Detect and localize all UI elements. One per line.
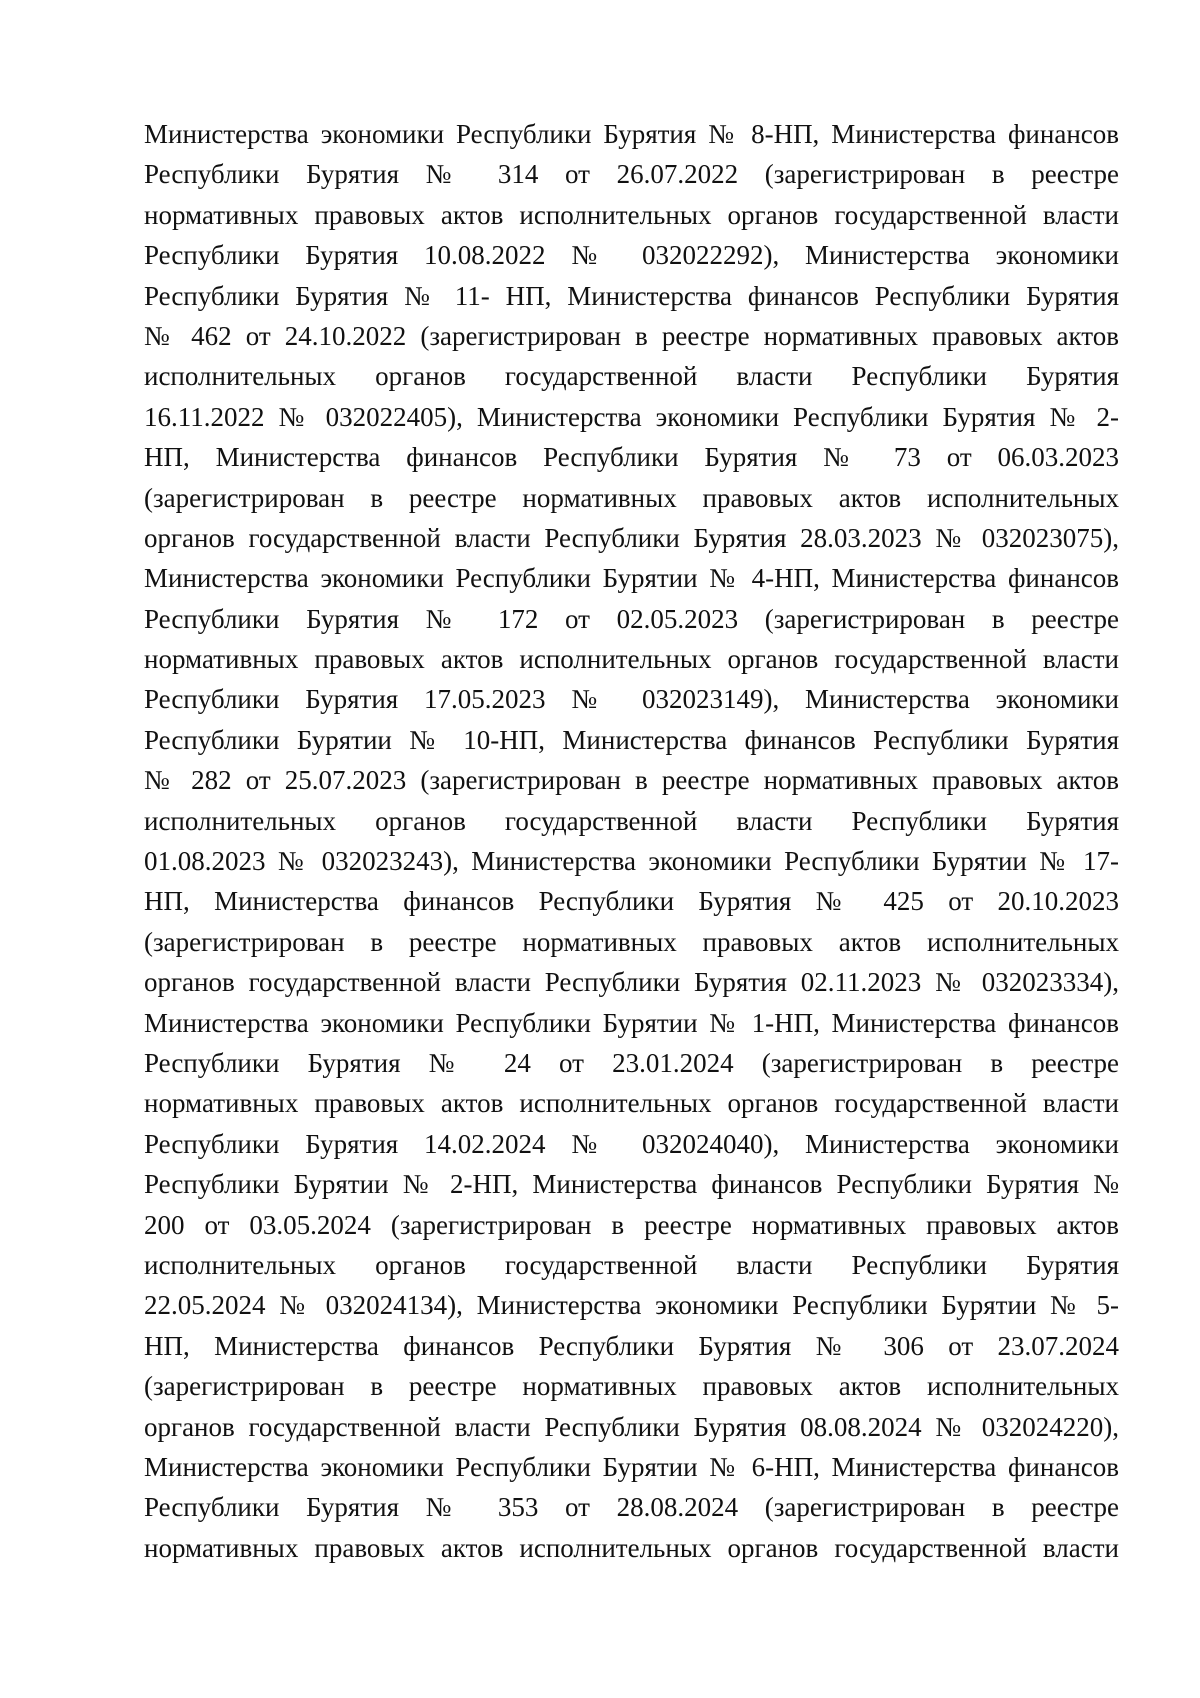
text-line: Республики Бурятия 10.08.2022 № 032022292), Министерства экономики [144, 240, 1119, 271]
text-line: Министерства экономики Республики Бурятии № 6-НП, Министерства финансов [144, 1451, 1119, 1482]
text-line: Министерства экономики Республики Бурятия № 8-НП, Министерства финансов [144, 119, 1119, 149]
text-line: Республики Бурятии № 10-НП, Министерства финансов Республики Бурятия [144, 724, 1119, 755]
text-line: Республики Бурятия № 11- НП, Министерства финансов Республики Бурятия [144, 280, 1119, 311]
text-line: Министерства экономики Республики Бурятии № 1-НП, Министерства финансов [144, 1007, 1119, 1038]
text-line: 01.08.2023 № 032023243), Министерства экономики Республики Бурятии № 17- [144, 846, 1119, 877]
text-line: нормативных правовых актов исполнительных органов государственной власти [144, 1532, 1119, 1563]
text-line: № 282 от 25.07.2023 (зарегистрирован в реестре нормативных правовых актов [144, 765, 1119, 796]
text-line: (зарегистрирован в реестре нормативных правовых актов исполнительных [144, 482, 1119, 513]
text-line: Республики Бурятии № 2-НП, Министерства финансов Республики Бурятия № [144, 1169, 1119, 1200]
text-line: 16.11.2022 № 032022405), Министерства экономики Республики Бурятия № 2- [144, 401, 1119, 432]
text-line: НП, Министерства финансов Республики Бурятия № 306 от 23.07.2024 [144, 1330, 1119, 1361]
text-line: Республики Бурятия № 314 от 26.07.2022 (зарегистрирован в реестре [144, 159, 1119, 190]
text-line: НП, Министерства финансов Республики Бурятия № 73 от 06.03.2023 [144, 442, 1119, 473]
text-line: органов государственной власти Республики Бурятия 02.11.2023 № 032023334), [144, 967, 1119, 998]
text-line: Республики Бурятия № 172 от 02.05.2023 (зарегистрирован в реестре [144, 603, 1119, 634]
text-line: № 462 от 24.10.2022 (зарегистрирован в реестре нормативных правовых актов [144, 320, 1119, 351]
text-line: нормативных правовых актов исполнительных органов государственной власти [144, 1088, 1119, 1119]
text-line: Республики Бурятия № 24 от 23.01.2024 (зарегистрирован в реестре [144, 1047, 1119, 1078]
text-line: НП, Министерства финансов Республики Бурятия № 425 от 20.10.2023 [144, 886, 1119, 917]
text-line: органов государственной власти Республики Бурятия 08.08.2024 № 032024220), [144, 1411, 1119, 1442]
text-line: (зарегистрирован в реестре нормативных правовых актов исполнительных [144, 1371, 1119, 1402]
text-line: исполнительных органов государственной власти Республики Бурятия [144, 805, 1119, 836]
text-line: 200 от 03.05.2024 (зарегистрирован в реестре нормативных правовых актов [144, 1209, 1119, 1240]
text-line: (зарегистрирован в реестре нормативных правовых актов исполнительных [144, 926, 1119, 957]
text-line: 22.05.2024 № 032024134), Министерства экономики Республики Бурятии № 5- [144, 1290, 1119, 1321]
text-line: Министерства экономики Республики Бурятии № 4-НП, Министерства финансов [144, 563, 1119, 594]
text-line: нормативных правовых актов исполнительных органов государственной власти [144, 199, 1119, 230]
text-line: Республики Бурятия 14.02.2024 № 032024040), Министерства экономики [144, 1128, 1119, 1159]
text-line: Республики Бурятия № 353 от 28.08.2024 (зарегистрирован в реестре [144, 1492, 1119, 1523]
text-line: исполнительных органов государственной власти Республики Бурятия [144, 1249, 1119, 1280]
text-line: Республики Бурятия 17.05.2023 № 032023149), Министерства экономики [144, 684, 1119, 715]
text-line: исполнительных органов государственной власти Республики Бурятия [144, 361, 1119, 392]
text-line: нормативных правовых актов исполнительных органов государственной власти [144, 644, 1119, 675]
document-body-text [144, 114, 1119, 1568]
text-line: органов государственной власти Республики Бурятия 28.03.2023 № 032023075), [144, 522, 1119, 553]
